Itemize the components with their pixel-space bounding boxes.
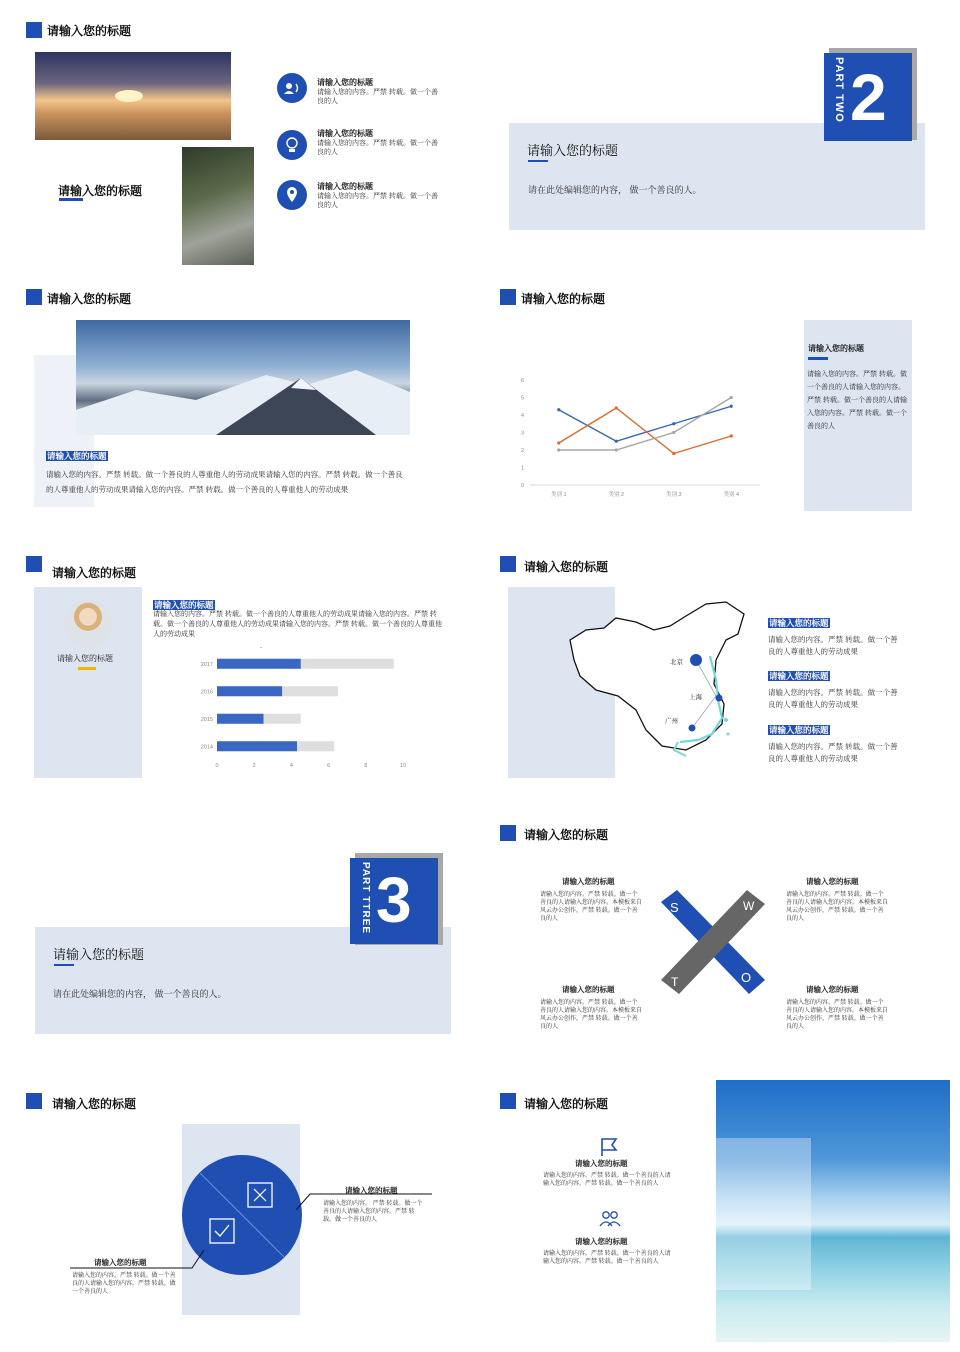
title-square (500, 1093, 516, 1109)
item-text: 请输入您的内容。严禁 转载。做一个善良的人 (317, 193, 438, 209)
location-icon (277, 180, 307, 210)
right-title: 请输入您的标题 (345, 1186, 398, 1195)
series-line (559, 406, 732, 441)
y-tick-label: 3 (520, 430, 524, 437)
data-point (557, 448, 560, 451)
climber-photo (182, 147, 254, 265)
bar (217, 741, 297, 751)
y-tick-label: 1 (520, 465, 524, 472)
x-tick-label: 8 (364, 763, 368, 769)
title-square (26, 556, 42, 572)
title-square (500, 556, 516, 572)
slide-title: 请输入您的标题 (47, 292, 132, 306)
map-item-2: 请输入您的标题 (769, 671, 829, 681)
slide-title: 请输入您的标题 (527, 143, 619, 158)
data-point (615, 440, 618, 443)
part-badge (824, 53, 912, 141)
slide-title: 请输入您的标题 (521, 292, 606, 306)
swot-block-2-text: 请输入您的内容。严禁 转载。做一个善良的人请输入您的内容。本模板来自风云办公创作，严禁 转载。做一个善良的人 (786, 892, 889, 922)
data-point (730, 434, 733, 437)
part-number: 2 (850, 60, 887, 134)
y-tick-label: 2016 (200, 689, 213, 696)
part-label: PART TTREE (360, 862, 371, 935)
slide-title: 请输入您的标题 (524, 560, 609, 574)
y-tick-label: 4 (520, 413, 524, 419)
x-tick-label: 类别 4 (723, 492, 740, 498)
slide-title: 请输入您的标题 (47, 24, 132, 38)
body-text: 请输入您的内容。严禁 转载。做一个善良的人尊重他人的劳动成果请输入您的内容。严禁 转载。做一个善良的人尊重他人的劳动成果请输入您的内容。严禁 转载。做一个善良的人尊重他人的劳动成果 (153, 611, 442, 638)
item-2-text: 请输入您的内容。严禁 转载。做一个善良的人请输入您的内容。严禁 转载。做一个善良的人 (543, 1251, 671, 1265)
swot-block-4-title: 请输入您的标题 (806, 985, 859, 994)
chart-title: - (260, 645, 262, 651)
side-text: 请输入您的内容。严禁 转载。做一个善良的人请输入您的内容。严禁 转载。做一个善良的人请输入您的内容。严禁 转载。做一个善良的人 (807, 371, 907, 430)
city-guangzhou: 广州 (665, 718, 678, 725)
y-tick-label: 6 (520, 378, 524, 384)
sub-title: 请输入您的标题 (154, 600, 214, 610)
title-underline (528, 160, 548, 162)
title-underline (59, 198, 83, 201)
item-2-title: 请输入您的标题 (575, 1237, 628, 1246)
lightbulb-icon (277, 130, 307, 160)
swot-block-1-text: 请输入您的内容。严禁 转载。做一个善良的人请输入您的内容。本模板来自风云办公创作，严禁 转载。做一个善良的人 (540, 892, 643, 922)
team-icon (598, 1210, 622, 1228)
bar-chart (195, 640, 420, 772)
title-square (500, 289, 516, 305)
map-item-1: 请输入您的标题 (769, 618, 829, 628)
data-point (730, 396, 733, 399)
slide-title: 请输入您的标题 (524, 1097, 609, 1111)
person-name: 请输入您的标题 (57, 654, 113, 663)
avatar (64, 600, 112, 648)
left-title: 请输入您的标题 (94, 1258, 147, 1267)
part-badge (350, 858, 438, 944)
y-tick-label: 2014 (200, 744, 213, 751)
title-underline (54, 964, 74, 966)
left-title: 请输入您的标题 (58, 184, 143, 198)
slide-title: 请输入您的标题 (53, 947, 145, 962)
x-tick-label: 类别 2 (608, 492, 625, 498)
map-item-1-text: 请输入您的内容。严禁 转载。做一个善良的人尊重他人的劳动成果 (768, 635, 898, 656)
item-text: 请输入您的内容。严禁 转载。做一个善良的人 (317, 89, 438, 105)
right-text: 请输入您的内容。 严禁 转载。做一个善良的人请输入您的内容。严禁 转载。做一个善良的人 (323, 1201, 423, 1223)
map-item-3: 请输入您的标题 (769, 725, 829, 735)
x-tick-label: 类别 1 (550, 492, 567, 498)
part-number: 3 (376, 864, 412, 936)
x-tick-label: 类别 3 (665, 492, 682, 498)
info-item-2 (317, 128, 442, 157)
slide-title: 请输入您的标题 (52, 1097, 137, 1111)
name-underline (78, 667, 96, 670)
y-tick-label: 2015 (200, 716, 213, 723)
data-point (672, 431, 675, 434)
item-1-text: 请输入您的内容。严禁 转载。做一个善良的人请输入您的内容。严禁 转载。做一个善良的人 (543, 1173, 671, 1187)
data-point (730, 405, 733, 408)
info-item-3 (317, 181, 442, 210)
swot-o: O (741, 970, 752, 985)
body-text: 请输入您的内容。严禁 转载。做一个善良的人尊重他人的劳动成果请输入您的内容。严禁 转载。做一个善良的人尊重他人的劳动成果请输入您的内容。严禁 转载。做一个善良的人尊重他人的劳动成果 (46, 470, 403, 494)
y-tick-label: 2 (520, 448, 524, 454)
info-item-1 (317, 77, 442, 106)
map-item-2-text: 请输入您的内容。严禁 转载。做一个善良的人尊重他人的劳动成果 (768, 688, 898, 709)
item-title: 请输入您的标题 (317, 182, 373, 191)
title-square (500, 825, 516, 841)
map-item-3-text: 请输入您的内容。严禁 转载。做一个善良的人尊重他人的劳动成果 (768, 742, 898, 763)
swot-block-4-text: 请输入您的内容。严禁 转载。做一个善良的人请输入您的内容。本模板来自风云办公创作，严禁 转载。做一个善良的人 (786, 1000, 889, 1030)
swot-w: W (743, 899, 755, 913)
data-point (557, 441, 560, 444)
line-chart (510, 370, 770, 502)
x-tick-label: 6 (327, 763, 331, 769)
data-point (615, 406, 618, 409)
photo-overlay (716, 1138, 811, 1290)
title-square (26, 22, 42, 38)
data-point (672, 452, 675, 455)
china-map (566, 600, 756, 762)
swot-block-2-title: 请输入您的标题 (806, 877, 859, 886)
part-label: PART TWO (833, 57, 845, 123)
sunset-beach-photo (35, 52, 231, 140)
y-tick-label: 0 (520, 483, 524, 489)
city-shanghai: 上海 (689, 694, 702, 701)
bar (217, 714, 264, 724)
swot-block-1-title: 请输入您的标题 (562, 877, 615, 886)
flag-icon (598, 1136, 620, 1158)
side-title: 请输入您的标题 (808, 344, 864, 353)
slide-title: 请输入您的标题 (52, 566, 137, 580)
side-underline (808, 357, 828, 360)
city-beijing: 北京 (670, 659, 683, 666)
x-tick-label: 0 (215, 763, 219, 769)
sub-title: 请输入您的标题 (47, 451, 107, 461)
guangzhou-marker (689, 725, 696, 732)
title-square (26, 1093, 42, 1109)
data-point (672, 422, 675, 425)
bar (217, 659, 301, 669)
mountain-photo (76, 320, 410, 435)
item-text: 请输入您的内容。严禁 转载。做一个善良的人 (317, 140, 438, 156)
speaker-icon (277, 73, 307, 103)
swot-block-3-title: 请输入您的标题 (562, 985, 615, 994)
data-point (557, 408, 560, 411)
swot-s: S (670, 900, 679, 915)
item-title: 请输入您的标题 (317, 129, 373, 138)
slide-text: 请在此处编辑您的内容， 做一个善良的人。 (53, 989, 227, 999)
item-title: 请输入您的标题 (317, 78, 373, 87)
beijing-marker (690, 654, 702, 666)
title-square (26, 289, 42, 305)
item-1-title: 请输入您的标题 (575, 1159, 628, 1168)
x-tick-label: 4 (289, 763, 293, 769)
left-text: 请输入您的内容。严禁 转载。做一个善良的人请输入您的内容。严禁 转载。做一个善良的人 (72, 1273, 176, 1295)
swot-block-3-text: 请输入您的内容。严禁 转载。做一个善良的人请输入您的内容。本模板来自风云办公创作，严禁 转载。做一个善良的人 (540, 1000, 643, 1030)
swot-t: T (671, 975, 679, 989)
sea-photo (716, 1080, 950, 1342)
data-point (615, 448, 618, 451)
x-tick-label: 2 (252, 763, 256, 769)
slide-text: 请在此处编辑您的内容， 做一个善良的人。 (528, 185, 702, 195)
x-tick-label: 10 (399, 763, 407, 769)
y-tick-label: 2017 (200, 661, 213, 668)
y-tick-label: 5 (520, 395, 524, 402)
shanghai-marker (716, 695, 723, 702)
slide-title: 请输入您的标题 (524, 828, 609, 842)
bar (217, 686, 282, 696)
